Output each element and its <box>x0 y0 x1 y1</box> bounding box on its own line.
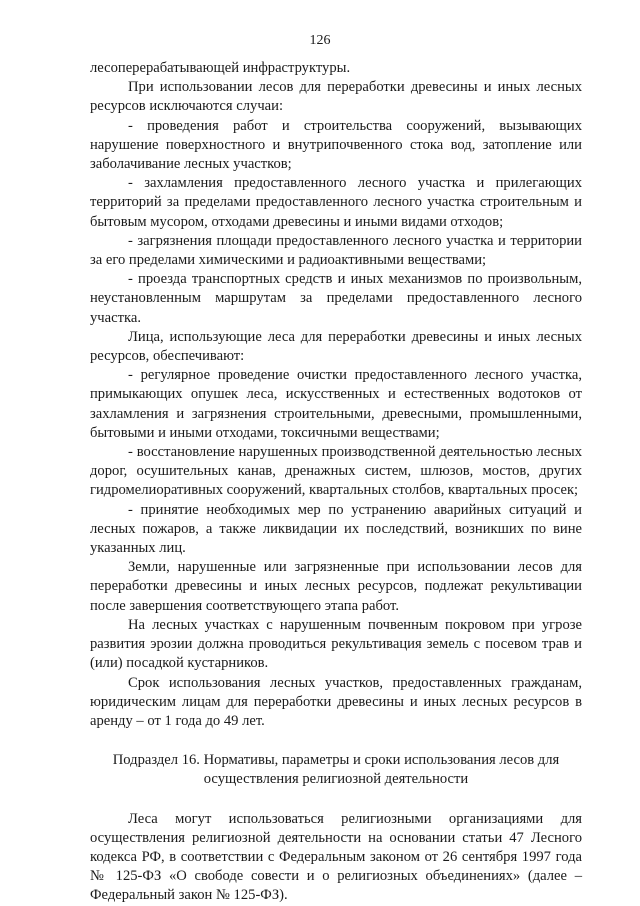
paragraph: - захламления предоставленного лесного участка и прилегающих территорий за пределами предоставленного лесного участка строительным и бытовым мусором, отходами древесины и иными видами отходов; <box>90 175 582 230</box>
paragraph: На лесных участках с нарушенным почвенным покровом при угрозе развития эрозии должна проводиться рекультивация земель с посевом трав и (или) посадкой кустарников. <box>90 616 582 672</box>
paragraph: - проезда транспортных средств и иных механизмов по произвольным, неустановленным маршрутам за пределами предоставленного лесного участка. <box>90 271 582 326</box>
paragraph: Земли, нарушенные или загрязненные при использовании лесов для переработки древесины и иных лесных ресурсов, подлежат рекультивации после завершения соответствующего этапа работ. <box>90 559 582 614</box>
paragraph: При использовании лесов для переработки древесины и иных лесных ресурсов исключаются случаи: <box>90 79 582 115</box>
page-number: 126 <box>309 33 331 48</box>
paragraph: - регулярное проведение очистки предоставленного лесного участка, примыкающих опушек леса, искусственных и естественных водотоков от захламления и загрязнения строительными, древесными, промышленными, бытовыми и иными отходами, токсичными веществами; <box>90 367 582 441</box>
section-heading-line-1: Подраздел 16. Нормативы, параметры и сроки использования лесов для <box>112 752 560 769</box>
paragraph: - восстановление нарушенных производственной деятельностью лесных дорог, осушительных канав, дренажных систем, шлюзов, мостов, других гидромелиоративных сооружений, квартальных столбов, квартальных просек; <box>90 444 582 499</box>
document-body <box>90 59 582 906</box>
bottom-text-block <box>90 810 582 906</box>
section-heading-line-2: осуществления религиозной деятельности <box>203 771 469 788</box>
paragraph: Леса могут использоваться религиозными организациями для осуществления религиозной деятельности на основании статьи 47 Лесного кодекса РФ, в соответствии с Федеральным законом от 26 сентября 1997 года № 125-ФЗ «О свободе совести и о религиозных объединениях» (далее – Федеральный закон № 125-ФЗ). <box>90 810 582 904</box>
paragraph: - проведения работ и строительства сооружений, вызывающих нарушение поверхностного и внутрипочвенного стока вод, затопление или заболачивание лесных участков; <box>90 117 582 173</box>
top-text-block <box>90 59 582 731</box>
paragraph: - загрязнения площади предоставленного лесного участка и территории за его пределами химическими и радиоактивными веществами; <box>90 232 582 269</box>
section-heading <box>90 751 582 789</box>
paragraph: - принятие необходимых мер по устранению аварийных ситуаций и лесных пожаров, а также ликвидации их последствий, возникших по вине указанных лиц. <box>90 501 582 557</box>
paragraph: лесоперерабатывающей инфраструктуры. <box>90 60 351 76</box>
paragraph: Лица, использующие леса для переработки древесины и иных лесных ресурсов, обеспечивают: <box>90 328 582 365</box>
paragraph: Срок использования лесных участков, предоставленных гражданам, юридическим лицам для переработки древесины и иных лесных ресурсов в аренду – от 1 года до 49 лет. <box>90 674 582 729</box>
